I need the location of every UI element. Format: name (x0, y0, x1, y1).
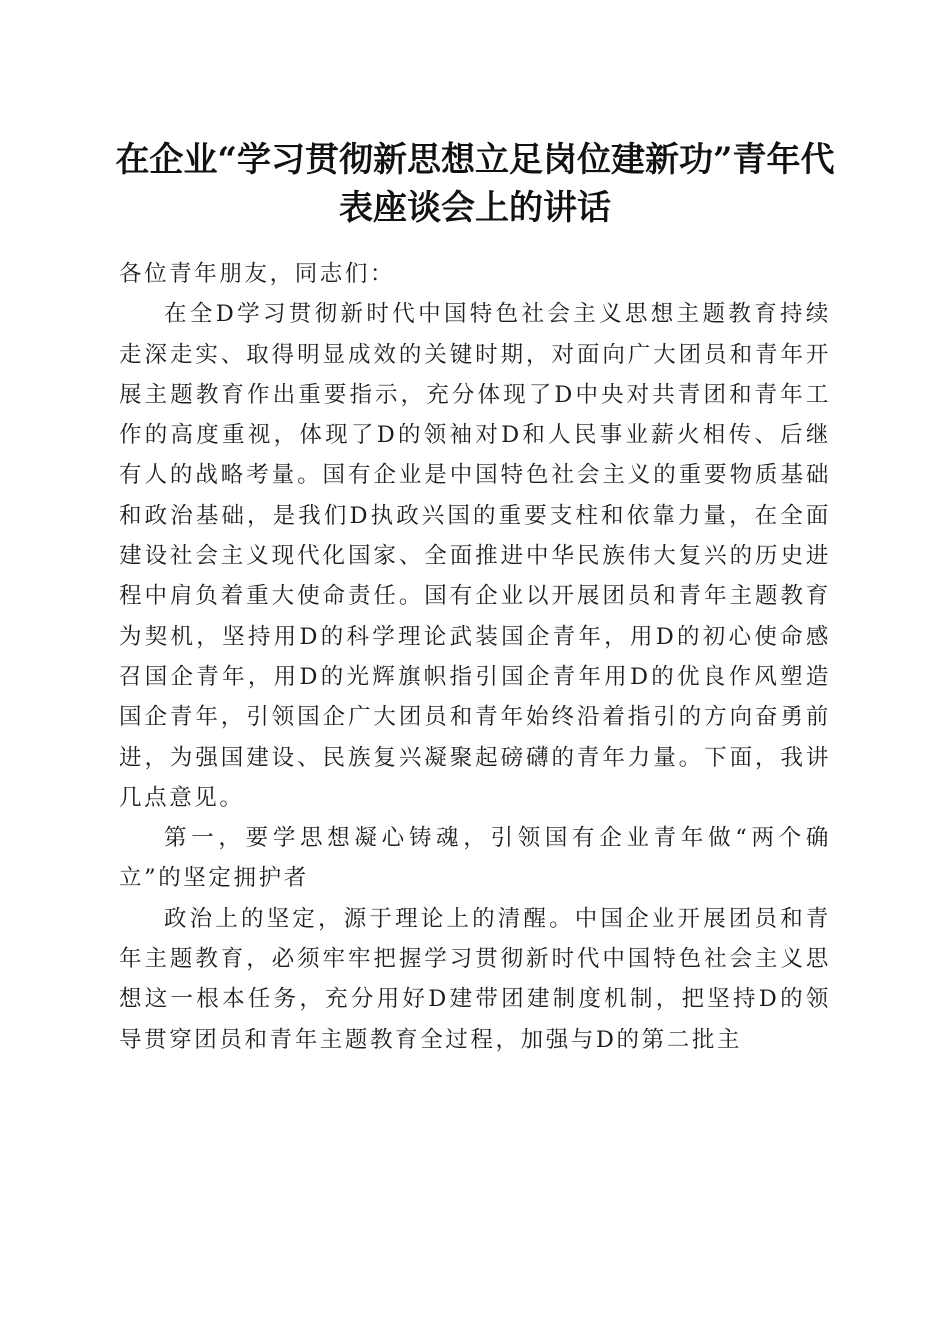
document-body (119, 254, 831, 1060)
paragraph-section-1: 政治上的坚定，源于理论上的清醒。中国企业开展团员和青年主题教育，必须牢牢把握学习贯彻新时代中国特色社会主义思想这一根本任务，充分用好D建带团建制度机制，把坚持D的领导贯穿团员和青年主题教育全过程，加强与D的第二批主 (119, 905, 831, 1053)
section-heading-1: 第一，要学思想凝心铸魂，引领国有企业青年做“两个确立”的坚定拥护者 (119, 825, 831, 892)
greeting: 各位青年朋友，同志们： (119, 261, 396, 287)
paragraph-intro: 在全D学习贯彻新时代中国特色社会主义思想主题教育持续走深走实、取得明显成效的关键时期，对面向广大团员和青年开展主题教育作出重要指示，充分体现了D中央对共青团和青年工作的高度重视，体现了D的领袖对D和人民事业薪火相传、后继有人的战略考量。国有企业是中国特色社会主义的重要物质基础和政治基础，是我们D执政兴国的重要支柱和依靠力量，在全面建设社会主义现代化国家、全面推进中华民族伟大复兴的历史进程中肩负着重大使命责任。国有企业以开展团员和青年主题教育为契机，坚持用D的科学理论武装国企青年，用D的初心使命感召国企青年，用D的光辉旗帜指引国企青年用D的优良作风塑造国企青年，引领国企广大团员和青年始终沿着指引的方向奋勇前进，为强国建设、民族复兴凝聚起磅礴的青年力量。下面，我讲几点意见。 (119, 301, 831, 811)
document-title: 在企业“学习贯彻新思想立足岗位建新功”青年代表座谈会上的讲话 (115, 140, 835, 228)
